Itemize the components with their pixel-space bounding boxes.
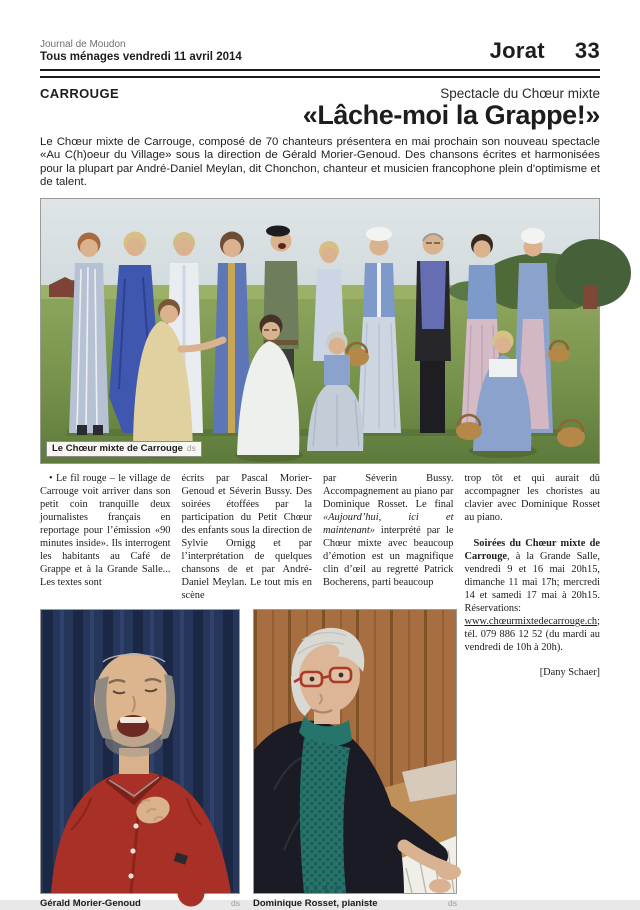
portrait-photos-row [40,609,457,910]
masthead-left [40,39,242,64]
article-byline: [Dany Schaer] [539,666,600,678]
article-headline: «Lâche-moi la Grappe!» [302,99,600,130]
main-photo-caption [46,441,202,457]
gerald-photo-caption: Gérald Morier-Genoud [40,897,141,909]
body-column-3: par Séverin Bussy. Accompagnement au piano par Dominique Rosset. Le final «Aujourd’hui, ici et maintenant» interprété par le Chœur mixte avec beaucoup d’émotion est un magnifique clin d’œil au regretté Patrick Bocherens, parti beaucoup [322,472,454,588]
dominique-photo-credit: ds [448,897,457,908]
publication-name: Journal de Moudon [40,39,126,50]
masthead-right [490,38,600,64]
body-column-1: • Le fil rouge – le village de Carrouge voit arriver dans son petit coin tranquille deux journalistes français en reportage pour l’émission «90 minutes inside». Ils interrogent les habitants au Café de Grappe et à la Grande Salle... Les textes sont [40,472,171,588]
body-column-4 [464,472,600,910]
gerald-portrait-illustration [41,610,239,893]
choir-group-illustration [41,199,599,463]
dominique-portrait-photo [253,609,457,910]
main-photo-caption-text: Le Chœur mixte de Carrouge [52,442,183,454]
gerald-portrait-photo [40,609,240,910]
edition-date: Tous ménages vendredi 11 avril 2014 [40,51,242,63]
masthead-rule-thin [40,76,600,78]
article-kicker: Spectacle du Chœur mixte [440,85,600,101]
body-column-4-para2: Soirées du Chœur mixte de Carrouge, à la Grande Salle, vendredi 9 et 16 mai 20h15, dimanche 11 mai 17h; mercredi 14 et samedi 17 mai à 20h15. Réservations: www.chœurmixtedecarrouge.ch; tél. 079 886 12 52 (du mardi au vendredi de 10h à 20h). [464,537,600,653]
dominique-photo-caption: Dominique Rosset, pianiste [253,897,378,909]
main-photo-credit: ds [186,442,196,453]
teal-scarf [300,738,350,893]
choir-group-photo [40,198,600,464]
page-number: 33 [574,38,600,63]
article-location: CARROUGE [40,85,120,101]
article-body [40,472,600,910]
body-column-4-para1: trop tôt et qui aurait dû accompagner les choristes au clavier avec Dominique Rosset au piano. [464,472,600,523]
article-lead: Le Chœur mixte de Carrouge, composé de 70 chanteurs présentera en mai prochain son nouveau spectacle «Au C(h)oeur du Village» sous la direction de Gérald Morier-Genoud. Des chansons écrites et harmonisées pour la plupart par André-Daniel Meylan, dit Chonchon, chanteur et musicien francophone plein d’optimisme et de talent. [40,135,600,189]
body-column-2: écrits par Pascal Morier-Genoud et Séverin Bussy. Des soirées étoffées par la participation du Petit Chœur des enfants sous la direction de Sylvie Ornigg et par l’interprétation de quelques chansons de et par André-Daniel Meylan. Le tout mis en scène [181,472,312,601]
masthead-rule-thick [40,69,600,71]
masthead [40,38,600,64]
dominique-portrait-illustration [254,610,456,893]
left-hand [429,879,451,893]
gerald-photo-credit: ds [231,897,240,908]
right-hand [437,864,461,880]
section-name: Jorat [489,38,545,63]
